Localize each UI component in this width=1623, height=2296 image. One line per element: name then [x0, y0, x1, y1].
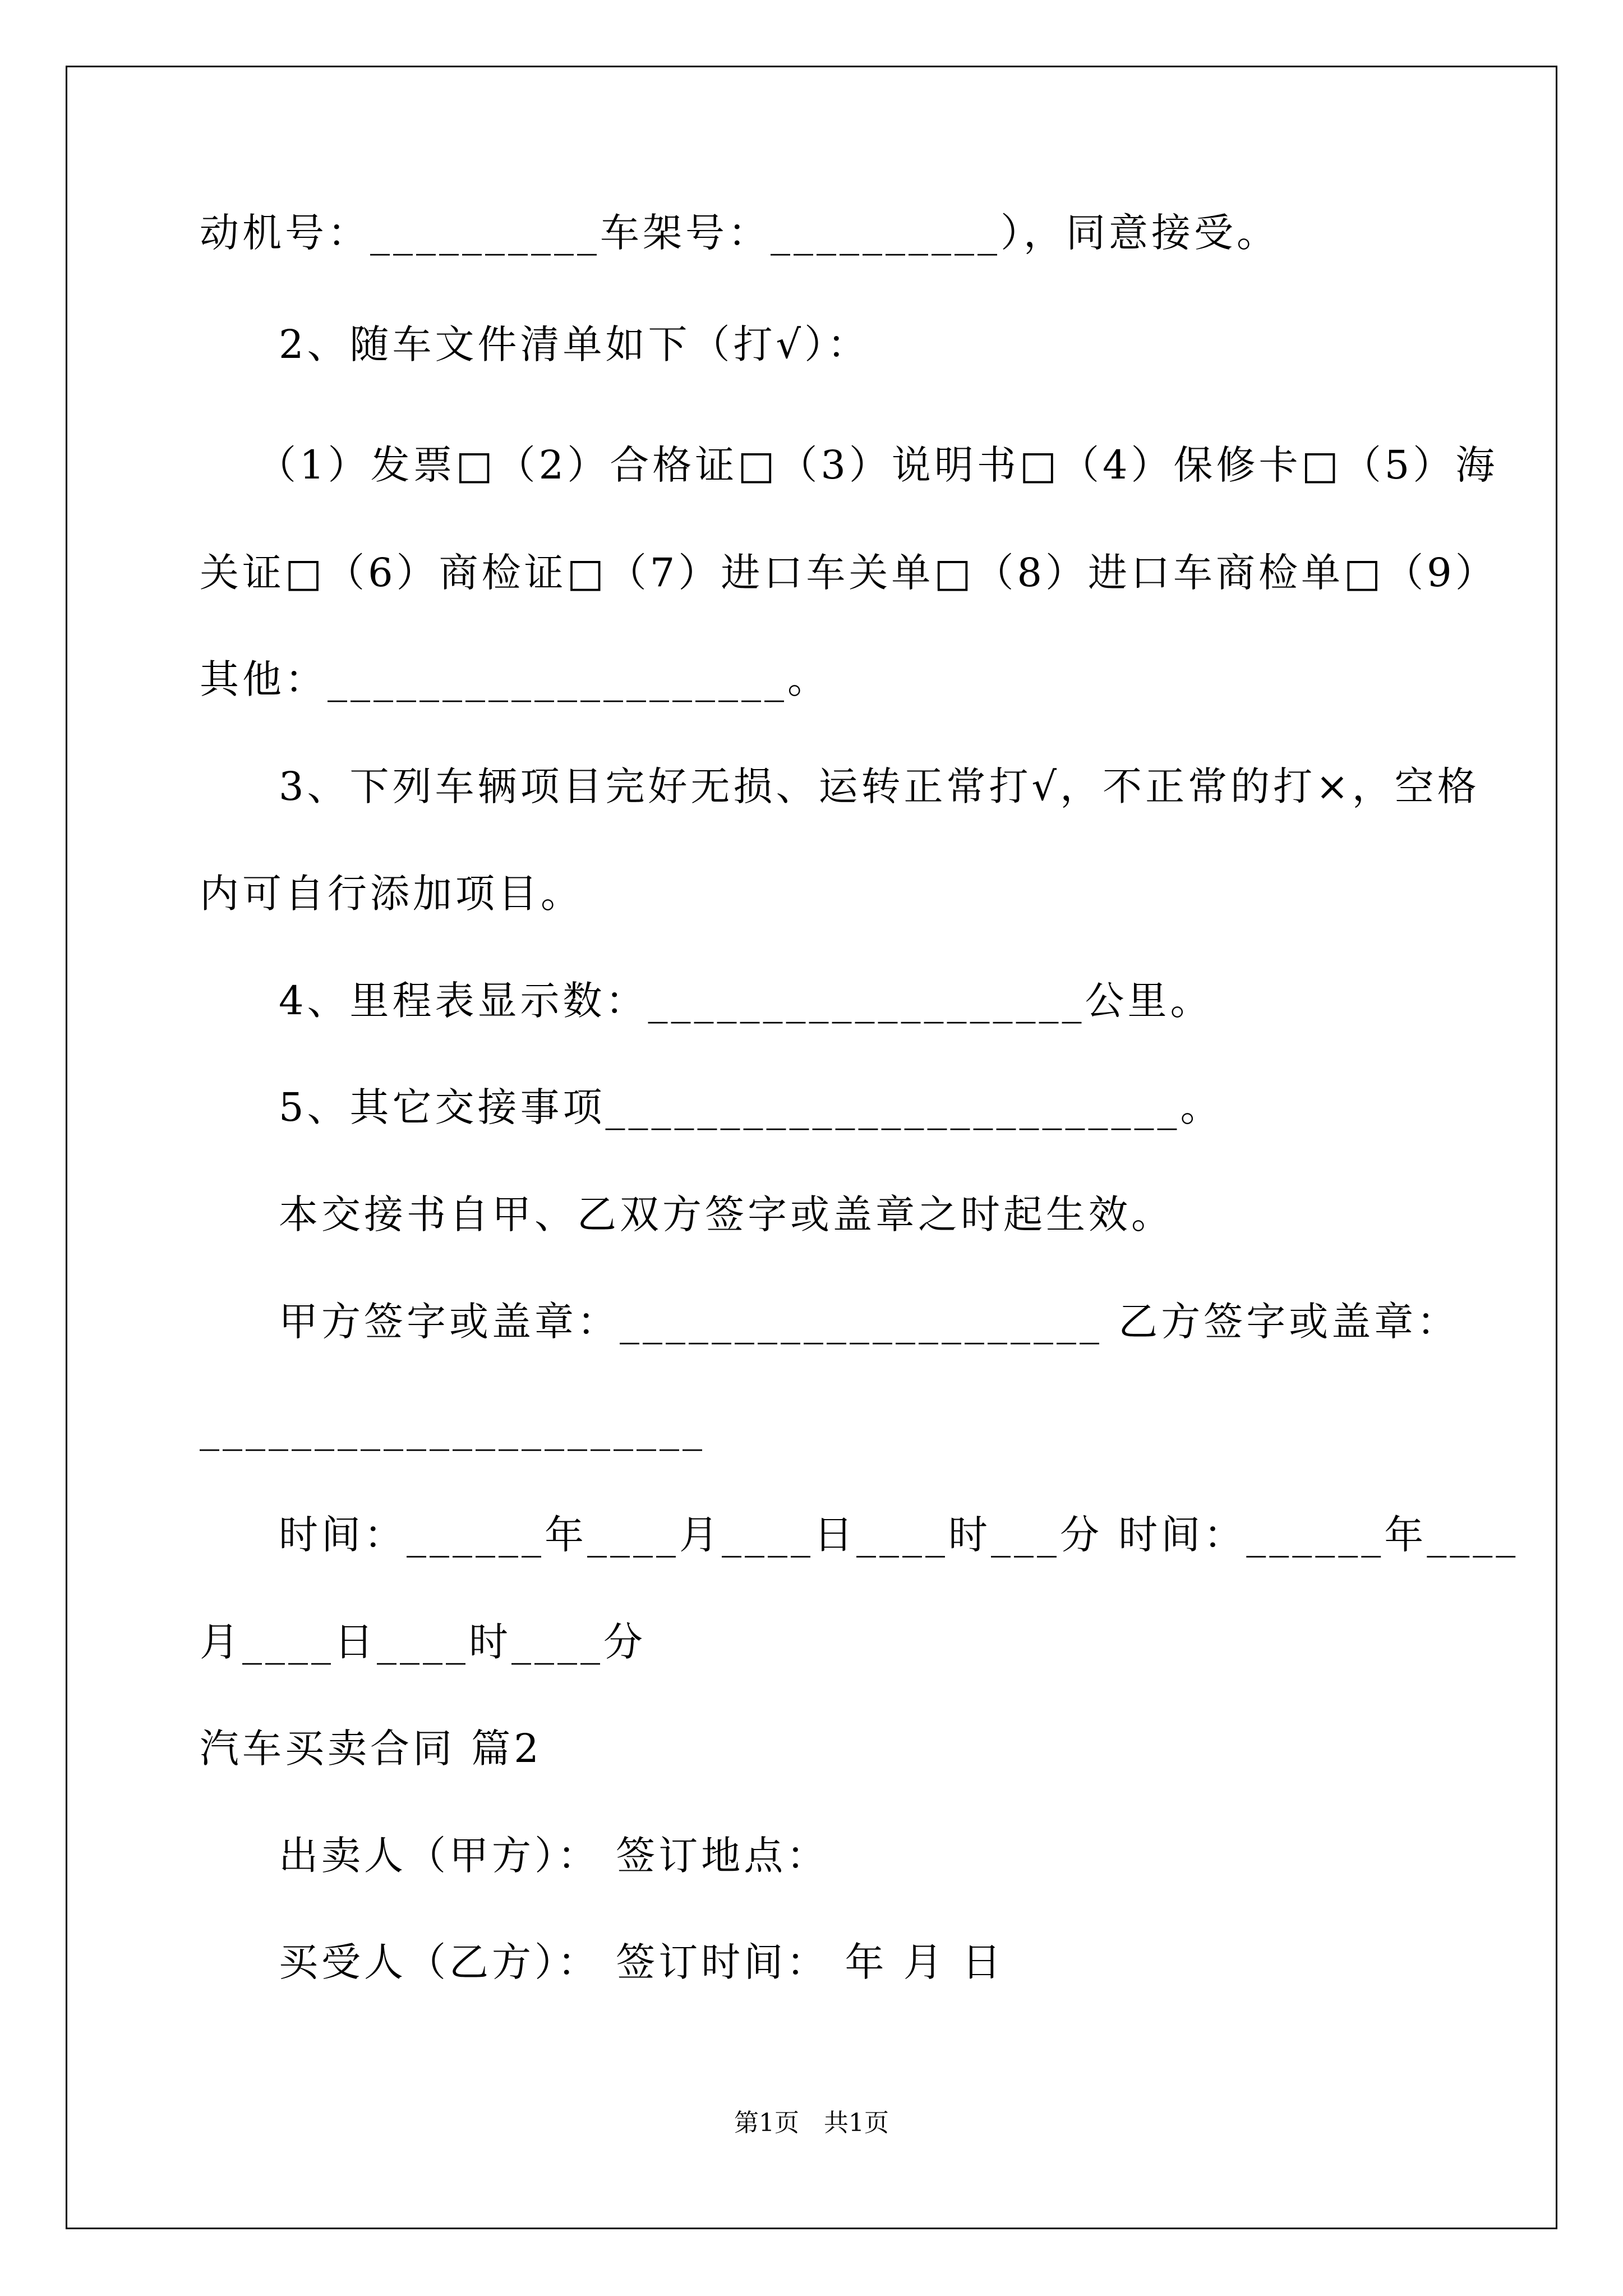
- text-line: 5、其它交接事项_________________________。: [279, 1084, 1223, 1130]
- text-line: 本交接书自甲、乙双方签字或盖章之时起生效。: [279, 1191, 1174, 1237]
- section-heading: 汽车买卖合同 篇2: [200, 1726, 542, 1772]
- text-line: 关证□（6）商检证□（7）进口车关单□（8）进口车商检单□（9）: [200, 550, 1498, 596]
- text-line: 其他：____________________。: [200, 656, 830, 702]
- page-footer: 第1页 共1页: [734, 2109, 889, 2137]
- time-line: 时间：______年____月____日____时___分 时间：______年____: [279, 1512, 1519, 1558]
- text-line: 2、随车文件清单如下（打√）：: [279, 321, 870, 367]
- text-line: （1）发票□（2）合格证□（3）说明书□（4）保修卡□（5）海: [257, 442, 1498, 488]
- text-line: 4、里程表显示数：___________________公里。: [279, 978, 1213, 1024]
- party-line: 出卖人（甲方）： 签订地点：: [279, 1833, 829, 1879]
- page-border: [66, 66, 1557, 2229]
- party-line: 买受人（乙方）： 签订时间： 年 月 日: [279, 1939, 1005, 1985]
- text-line: 动机号：__________车架号：__________），同意接受。: [200, 210, 1279, 256]
- signature-line: 甲方签字或盖章：_____________________ 乙方签字或盖章：: [279, 1299, 1460, 1345]
- time-line: 月____日____时____分: [200, 1619, 646, 1665]
- text-line: 3、下列车辆项目完好无损、运转正常打√，不正常的打×，空格: [279, 763, 1480, 809]
- text-line: 内可自行添加项目。: [200, 871, 583, 917]
- signature-blank: ______________________: [200, 1405, 706, 1451]
